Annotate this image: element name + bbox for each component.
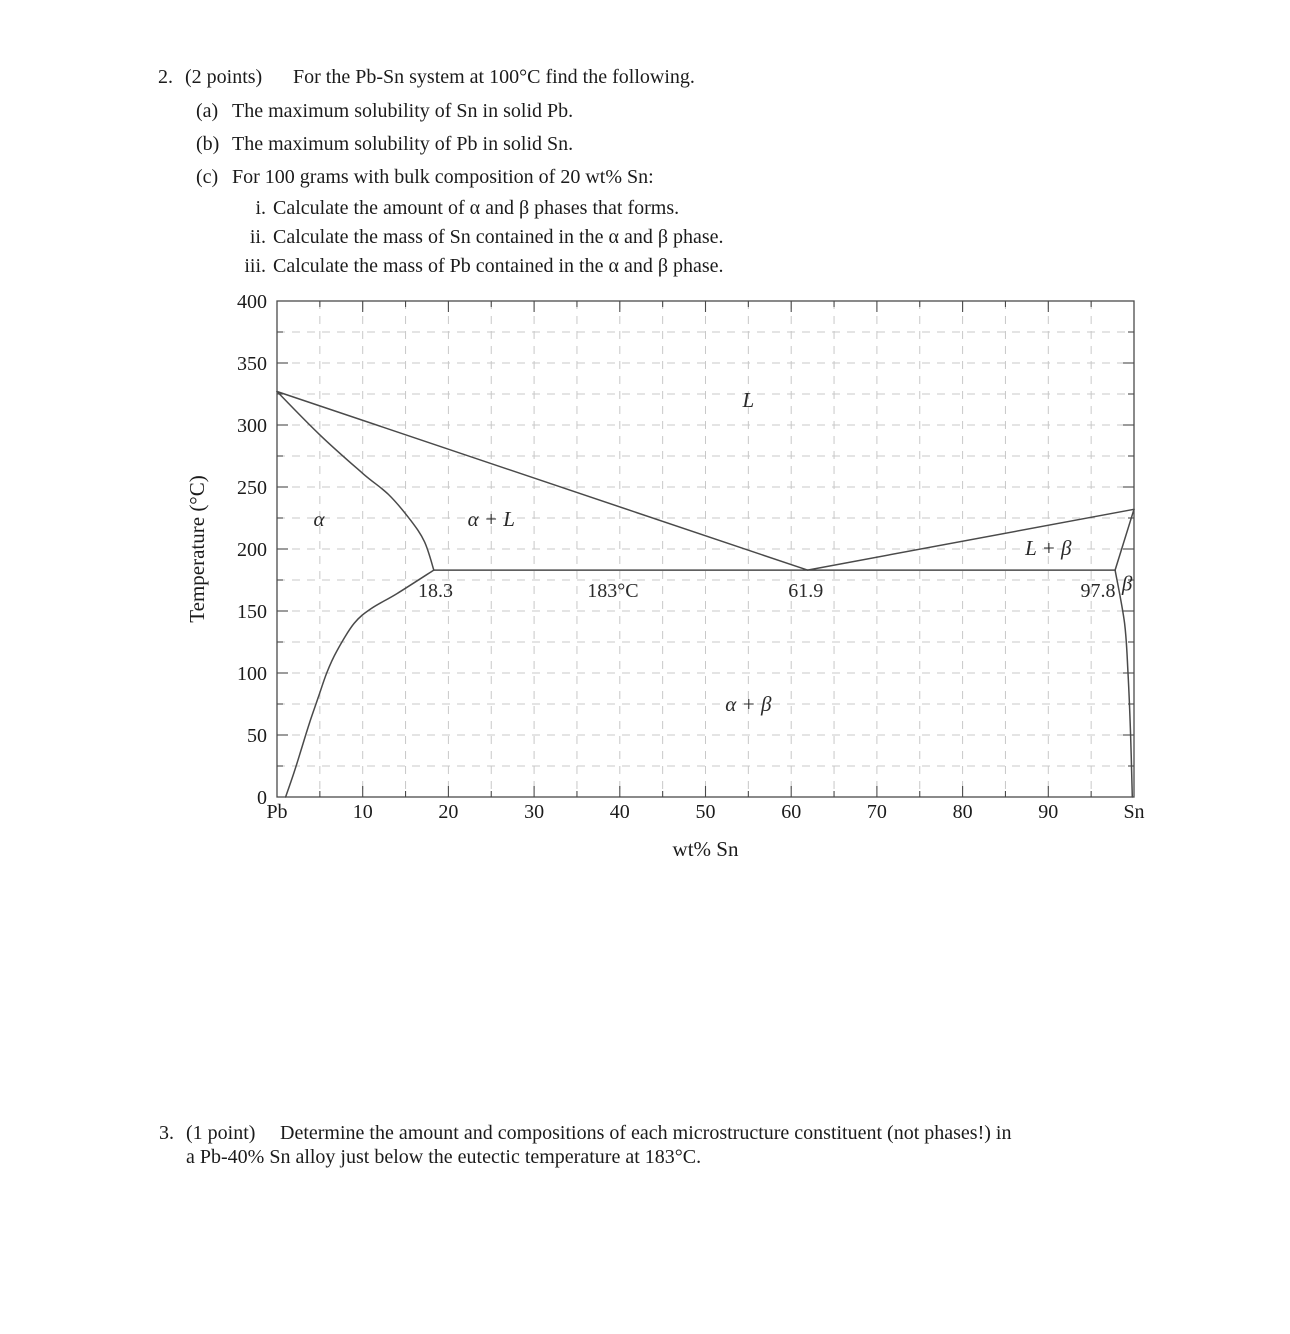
series-liquidus-left: [277, 392, 808, 571]
x-gridlines: [320, 301, 1091, 797]
problem-3-line1: Determine the amount and compositions of each microstructure constituent (not phases!) in: [280, 1122, 1012, 1144]
x-tick-label: 40: [609, 801, 630, 823]
y-tick-label: 350: [237, 353, 267, 375]
y-tick-label: 50: [247, 725, 267, 747]
subitem-i-text: Calculate the amount of α and β phases that forms.: [273, 197, 680, 219]
key-point-labels: [418, 580, 1115, 602]
region-label: α + β: [725, 692, 772, 716]
x-tick-label: 30: [524, 801, 545, 823]
y-tick-label: 150: [237, 601, 267, 623]
item-b-label: (b): [196, 133, 220, 155]
x-tick-label: 80: [952, 801, 973, 823]
x-tick-label: 60: [781, 801, 802, 823]
region-label: α: [313, 507, 325, 532]
region-label: L + β: [1025, 535, 1072, 560]
x-tick-label: 50: [695, 801, 716, 823]
x-tick-label: 70: [866, 801, 887, 823]
x-tick-labels: [266, 801, 1144, 823]
problem-2-number: 2.: [158, 66, 173, 88]
subitem-iii-label: iii.: [244, 255, 266, 277]
y-tick-labels: [237, 291, 267, 809]
subitem-ii-label: ii.: [249, 226, 266, 248]
point-label: 18.3: [418, 579, 454, 602]
x-axis-title: wt% Sn: [672, 837, 739, 861]
item-c-text: For 100 grams with bulk composition of 20 wt% Sn:: [232, 166, 654, 188]
subitem-iii-text: Calculate the mass of Pb contained in the α and β phase.: [273, 255, 724, 277]
point-label: 97.8: [1080, 579, 1116, 602]
item-b-text: The maximum solubility of Pb in solid Sn.: [232, 133, 574, 155]
item-a-text: The maximum solubility of Sn in solid Pb.: [232, 100, 574, 122]
region-label: L: [742, 388, 755, 413]
point-label: 183°C: [587, 579, 639, 602]
problem-3-line2: a Pb-40% Sn alloy just below the eutectic temperature at 183°C.: [186, 1146, 702, 1168]
problem-2-prompt: For the Pb-Sn system at 100°C find the following.: [293, 66, 695, 88]
y-tick-label: 300: [237, 415, 267, 437]
item-c-label: (c): [196, 166, 219, 188]
y-tick-label: 100: [237, 663, 267, 685]
y-tick-label: 200: [237, 539, 267, 561]
problem-3-points: (1 point): [186, 1122, 256, 1144]
x-tick-label: Sn: [1123, 801, 1145, 823]
problem-2-points: (2 points): [185, 66, 263, 88]
region-label: β: [1121, 571, 1133, 596]
phase-region-labels: [313, 388, 1132, 716]
x-tick-label: Pb: [266, 801, 288, 823]
series-alpha-solvus: [286, 570, 434, 797]
y-axis-title: Temperature (°C): [185, 475, 209, 623]
region-label: α + L: [467, 507, 515, 532]
item-a-label: (a): [196, 100, 219, 122]
y-tick-label: 250: [237, 477, 267, 499]
subitem-i-label: i.: [255, 197, 266, 219]
subitem-ii-text: Calculate the mass of Sn contained in the α and β phase.: [273, 226, 724, 248]
y-tick-label: 0: [257, 787, 267, 809]
series-beta-solvus: [1115, 570, 1132, 797]
y-tick-label: 400: [237, 291, 267, 313]
x-tick-label: 10: [352, 801, 373, 823]
problem-3-number: 3.: [159, 1122, 174, 1144]
x-tick-label: 20: [438, 801, 459, 823]
point-label: 61.9: [788, 579, 824, 602]
x-tick-label: 90: [1038, 801, 1059, 823]
